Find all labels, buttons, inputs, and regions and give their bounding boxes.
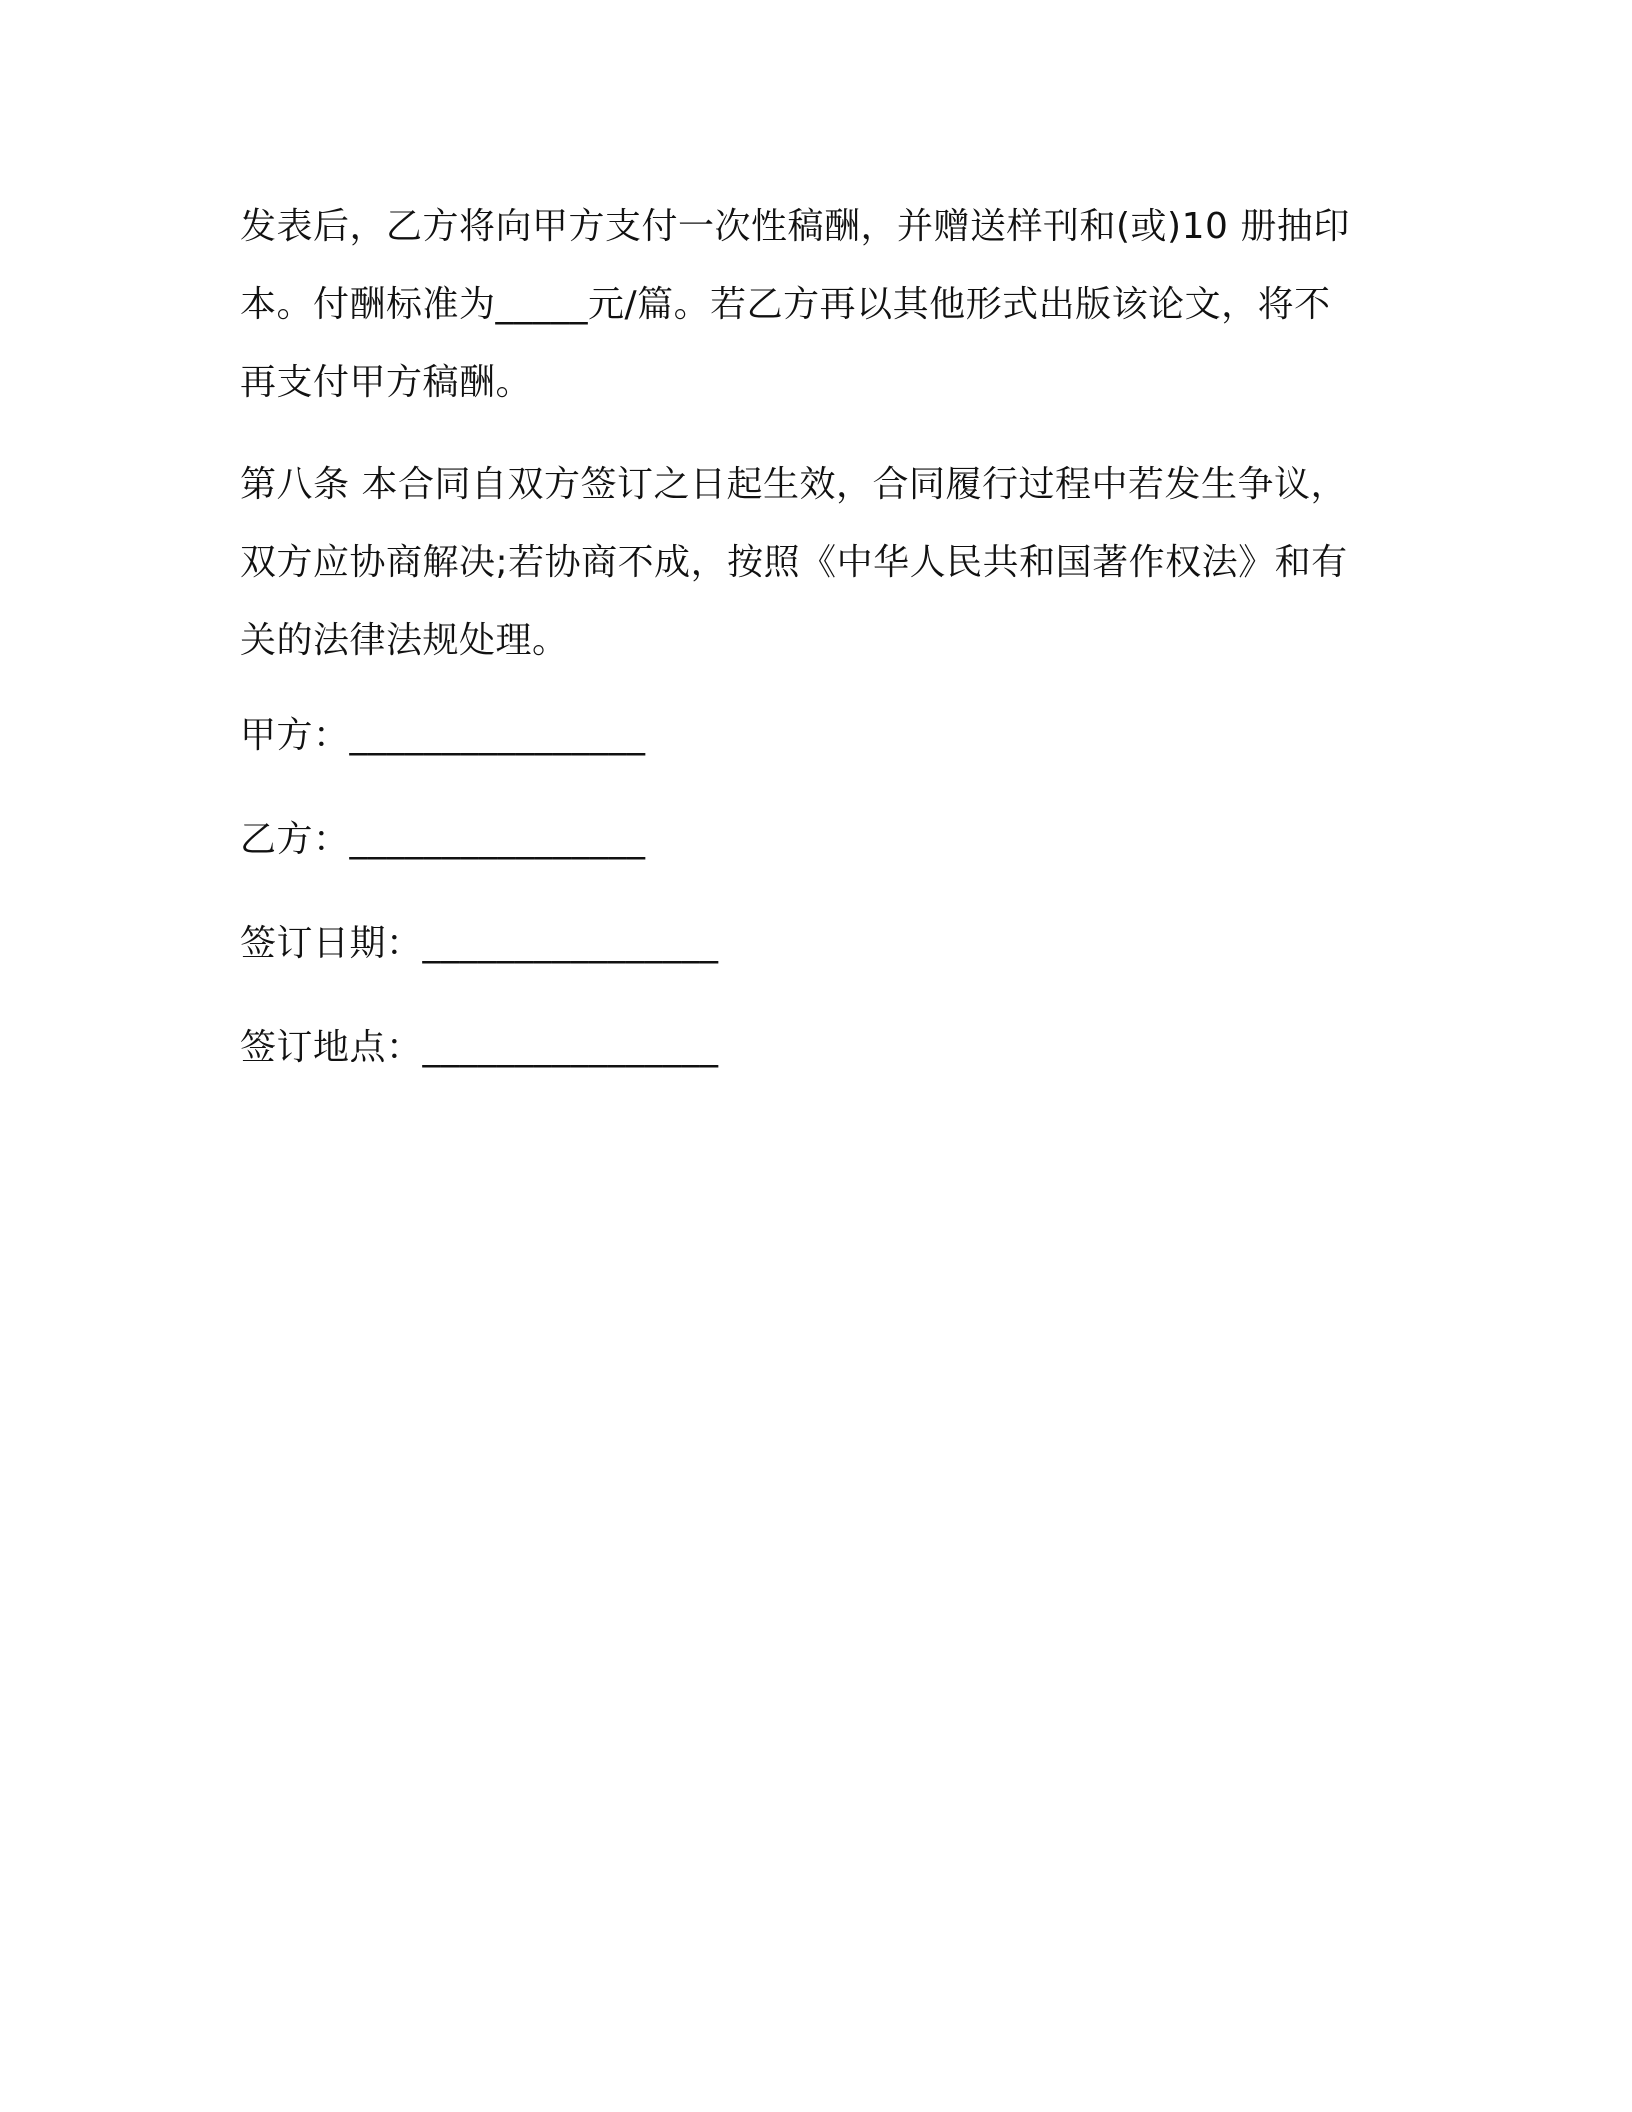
sign-place-line: 签订地点：________________ (240, 1027, 719, 1068)
party-b-signature-line: 乙方：________________ (240, 819, 646, 860)
article-eight-paragraph (240, 446, 1380, 680)
signature-block (240, 706, 1380, 1078)
paragraph-line: 再支付甲方稿酬。 (240, 362, 533, 403)
paragraph-line: 关的法律法规处理。 (240, 620, 569, 661)
paragraph-line: 本。付酬标准为_____元/篇。若乙方再以其他形式出版该论文，将不 (240, 284, 1331, 325)
party-a-signature-line: 甲方：________________ (240, 715, 646, 756)
paragraph-line: 第八条 本合同自双方签订之日起生效，合同履行过程中若发生争议， (240, 464, 1347, 505)
paragraph-line: 双方应协商解决;若协商不成，按照《中华人民共和国著作权法》和有 (240, 542, 1348, 583)
sign-date-line: 签订日期：________________ (240, 923, 719, 964)
paragraph-line: 发表后，乙方将向甲方支付一次性稿酬，并赠送样刊和(或)10 册抽印 (240, 206, 1350, 247)
document-body (240, 188, 1380, 1078)
payment-clause-paragraph (240, 188, 1380, 422)
